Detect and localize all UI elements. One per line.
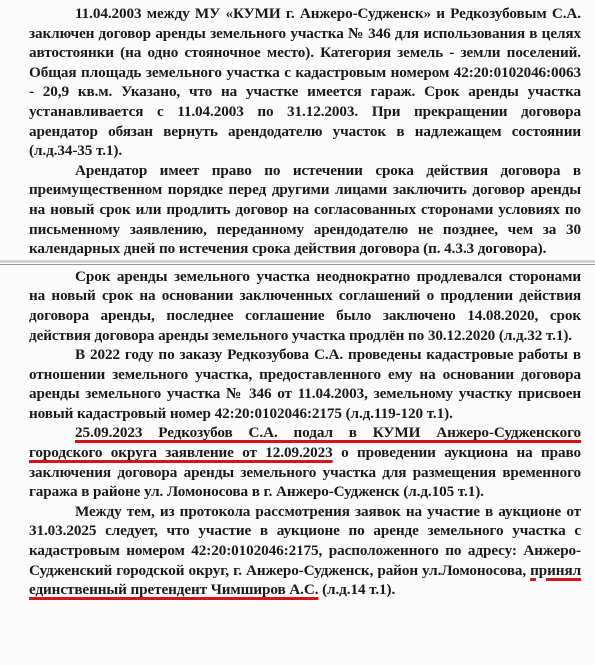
paragraph-auction-protocol — [29, 502, 581, 600]
page-fold-line — [0, 260, 595, 263]
paragraph-auction-protocol-start: Между тем, из протокола рассмотрения заявок на участие в аукционе от 31.03.2025 следует, что участие в аукционе по аренде земельного участка с кадастровым номером 42:20:0102046:2175, расположенного по адресу: Анжеро-Судженский городской округ, г. Анжеро-Судженск, район ул.Ломоносова, — [29, 502, 581, 579]
highlighted-sole-bidder: принял единственный претендент Чимширов А.С. — [29, 561, 581, 599]
paragraph-lease-extension: Срок аренды земельного участка неоднократно продлевался сторонами на новый срок на основании заключенных соглашений о продлении действия договора аренды, последнее соглашение было заключено 14.08.2020, срок действия договора аренды земельного участка продлён по 30.12.2020 (л.д.32 т.1). — [29, 267, 581, 344]
paragraph-auction-application — [29, 423, 581, 501]
paragraph-tenant-rights: Арендатор имеет право по истечении срока действия договора в преимущественном порядке перед другими лицами заключить договор аренды на новый срок или продлить договор на согласованных сторонами условиях по письменному заявлению, переданному арендодателю не позднее, чем за 30 календарных дней по истечения срока действия договора (п. 4.3.3 договора). — [29, 161, 581, 258]
highlighted-application-date: 25.09.2023 Редкозубов С.А. подал в КУМИ Анжеро-Судженского городского округа заявление от 12.09.2023 — [29, 424, 581, 462]
paragraph-cadastral-works: В 2022 году по заказу Редкозубова С.А. проведены кадастровые работы в отношении земельного участка, предоставленного ему на основании договора аренды земельного участка № 346 от 11.04.2003, земельному участку присвоен новый кадастровый номер 42:20:0102046:2175 (л.д.119-120 т.1). — [29, 346, 581, 422]
paragraph-auction-application-rest: о проведении аукциона на право заключения договора аренды земельного участка для размещения временного гаража в районе ул. Ломоносова в г. Анжеро-Судженск (л.д.105 т.1). — [29, 444, 581, 501]
page-fold-shadow — [0, 264, 595, 265]
paragraph-lease-agreement: 11.04.2003 между МУ «КУМИ г. Анжеро-Судженск» и Редкозубовым С.А. заключен договор аренды земельного участка № 346 для использования в целях автостоянки (на одно стояночное место). Категория земель - земли поселений. Общая площадь земельного участка с кадастровым номером 42:20:0102046:0063 - 20,9 кв.м. Указано, что на участке имеется гараж. Срок аренды участка устанавливается с 11.04.2003 по 31.12.2003. При прекращении договора арендатор обязан вернуть арендодателю участок в надлежащем состоянии (л.д.34-35 т.1). — [29, 5, 581, 160]
paragraph-auction-protocol-end: (л.д.14 т.1). — [318, 581, 396, 599]
